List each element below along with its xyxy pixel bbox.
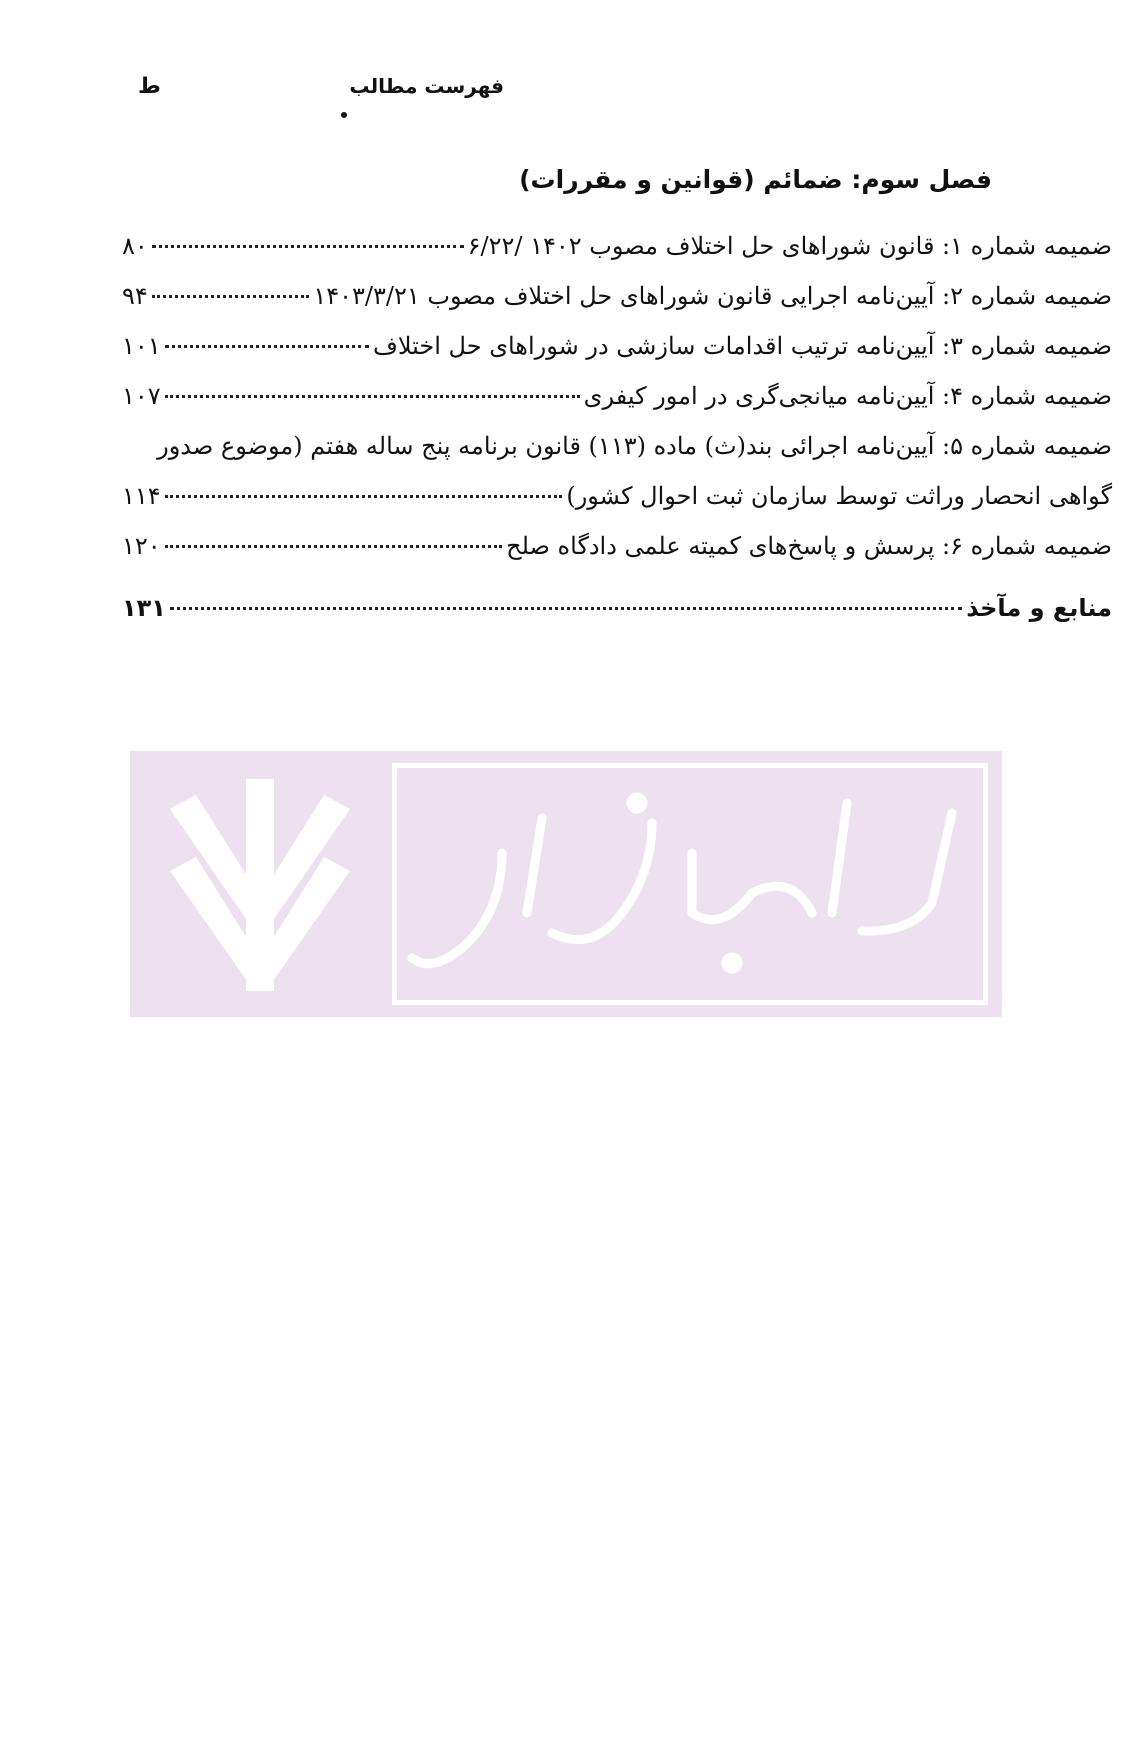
toc-entry-title: ضمیمه شماره ۵: آیین‌نامه اجرائی بند(ث) ماده (۱۱۳) قانون برنامه پنج ساله هفتم (موضوع صدور: [157, 432, 1112, 460]
toc-entry-title: ضمیمه شماره ۶: پرسش و پاسخ‌های کمیته علمی دادگاه صلح: [506, 532, 1112, 560]
toc-leader: [165, 495, 563, 498]
chapter-title: فصل سوم: ضمائم (قوانین و مقررات): [519, 165, 992, 194]
toc-entry-title: ضمیمه شماره ۱: قانون شوراهای حل اختلاف مصوب ۱۴۰۲ /۶/۲۲: [467, 232, 1112, 260]
toc-entry-title: ضمیمه شماره ۴: آیین‌نامه میانجی‌گری در امور کیفری: [583, 382, 1112, 410]
sources-page: ۱۳۱: [122, 594, 166, 622]
publisher-logo-icon: [170, 779, 350, 991]
toc-leader: [165, 545, 502, 548]
toc-entry-page: ۸۰: [122, 232, 148, 260]
toc-leader: [170, 607, 962, 610]
toc-entry-2[interactable]: [122, 282, 1112, 332]
publisher-watermark: [130, 751, 1002, 1017]
toc-leader: [152, 295, 310, 298]
ink-dot: [341, 112, 347, 118]
toc-entry-4[interactable]: [122, 382, 1112, 432]
sources-title: منابع و مآخذ: [966, 594, 1112, 622]
watermark-wordmark: [392, 763, 988, 1005]
toc-entry-page: ۱۰۱: [122, 332, 161, 360]
toc-entry-sources[interactable]: [122, 594, 1112, 644]
toc-entry-page: ۱۲۰: [122, 532, 161, 560]
toc-entry-title: ضمیمه شماره ۳: آیین‌نامه ترتیب اقدامات سازشی در شوراهای حل اختلاف: [372, 332, 1112, 360]
toc-entry-5[interactable]: [122, 432, 1112, 482]
toc-entry-title-cont: گواهی انحصار وراثت توسط سازمان ثبت احوال کشور): [566, 482, 1112, 510]
toc-entry-page: ۱۱۴: [122, 482, 161, 510]
toc-entry-5-continuation[interactable]: [122, 482, 1112, 532]
toc-entry-page: ۱۰۷: [122, 382, 161, 410]
toc-entry-page: ۹۴: [122, 282, 148, 310]
table-of-contents: [122, 232, 1112, 644]
toc-leader: [165, 395, 580, 398]
toc-leader: [152, 245, 464, 248]
running-head: [120, 74, 1000, 104]
toc-entry-3[interactable]: [122, 332, 1112, 382]
toc-entry-6[interactable]: [122, 532, 1112, 582]
toc-leader: [165, 345, 369, 348]
running-title: فهرست مطالب: [349, 74, 504, 98]
page-letter: ط: [138, 74, 161, 99]
toc-entry-title: ضمیمه شماره ۲: آیین‌نامه اجرایی قانون شوراهای حل اختلاف مصوب ۱۴۰۳/۳/۲۱: [313, 282, 1112, 310]
toc-entry-1[interactable]: [122, 232, 1112, 282]
